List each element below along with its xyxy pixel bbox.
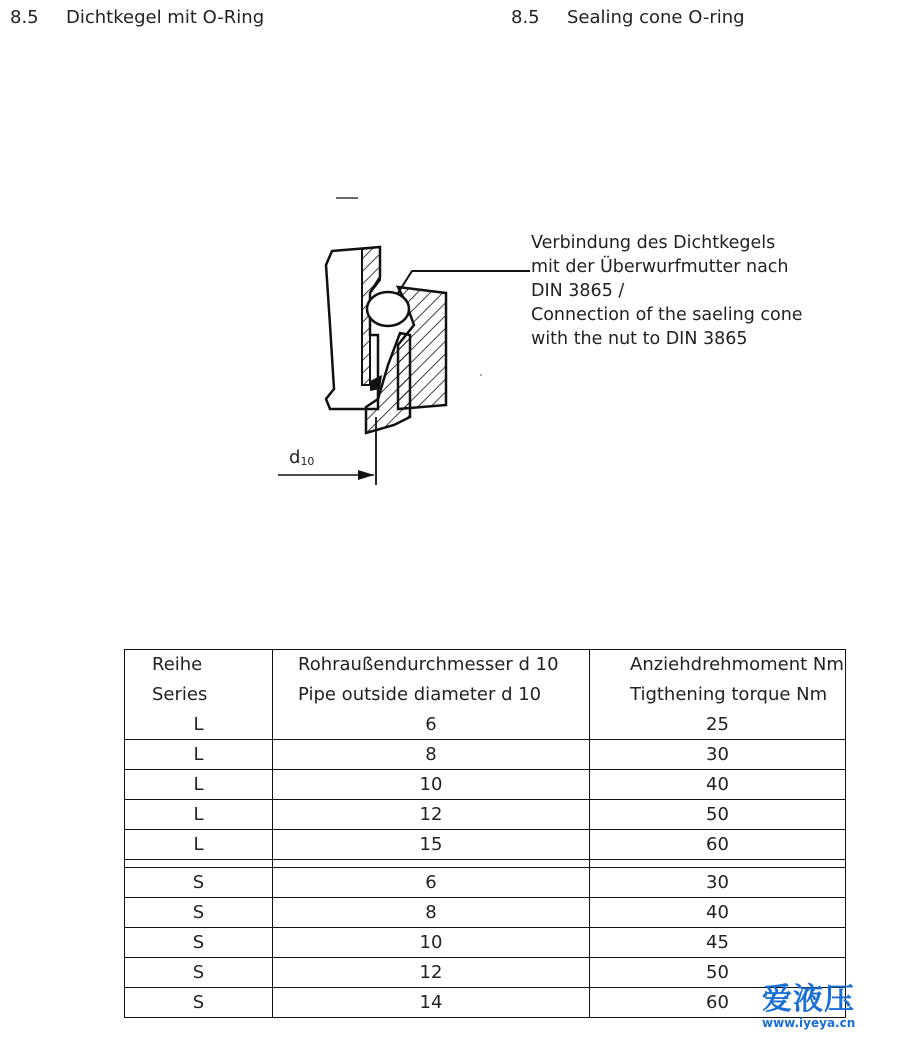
- cell-diameter: 10: [273, 770, 590, 800]
- cell-series: L: [125, 710, 273, 740]
- cell-diameter: 12: [273, 958, 590, 988]
- cell-torque: 30: [590, 740, 846, 770]
- cell-series: L: [125, 740, 273, 770]
- table-row: [125, 988, 846, 1018]
- cell-diameter: 8: [273, 898, 590, 928]
- table-row: [125, 868, 846, 898]
- dimension-symbol: d: [289, 447, 301, 468]
- cell-series: S: [125, 898, 273, 928]
- caption-line: DIN 3865 /: [531, 281, 625, 301]
- figure-caption: [531, 231, 803, 351]
- section-title-de: Dichtkegel mit O-Ring: [66, 7, 265, 28]
- caption-line: Connection of the saeling cone: [531, 305, 803, 325]
- cell-torque: 50: [590, 800, 846, 830]
- dimension-arrow-icon: [358, 470, 374, 480]
- torque-table: [124, 649, 846, 1018]
- cell-torque: 30: [590, 868, 846, 898]
- cell-torque: 40: [590, 770, 846, 800]
- section-number: 8.5: [511, 7, 540, 28]
- table-header-row: [125, 650, 846, 711]
- caption-line: with the nut to DIN 3865: [531, 329, 748, 349]
- cell-series: S: [125, 958, 273, 988]
- caption-line: Verbindung des Dichtkegels: [531, 233, 776, 253]
- cell-diameter: 8: [273, 740, 590, 770]
- cell-series: L: [125, 770, 273, 800]
- section-heading-de: [10, 7, 264, 28]
- cell-series: S: [125, 988, 273, 1018]
- dimension-subscript: 10: [300, 455, 315, 468]
- cell-series: S: [125, 868, 273, 898]
- table-row: [125, 710, 846, 740]
- dimension-label: [289, 447, 314, 468]
- cell-torque: 40: [590, 898, 846, 928]
- section-heading-en: [511, 7, 745, 28]
- watermark-text: 爱液压: [762, 982, 855, 1017]
- cell-torque: 60: [590, 988, 846, 1018]
- table-row: [125, 928, 846, 958]
- table-row: [125, 898, 846, 928]
- cell-torque: 45: [590, 928, 846, 958]
- cell-series: S: [125, 928, 273, 958]
- table-row: [125, 770, 846, 800]
- stray-dot: [480, 374, 482, 376]
- table-row: [125, 800, 846, 830]
- table-row: [125, 740, 846, 770]
- section-number: 8.5: [10, 7, 39, 28]
- cell-series: L: [125, 800, 273, 830]
- cell-torque: 25: [590, 710, 846, 740]
- header-torque: Anziehdrehmoment Nm Tigthening torque Nm: [590, 650, 846, 711]
- o-ring: [367, 292, 409, 326]
- watermark-logo: [762, 984, 855, 1030]
- table-row: [125, 958, 846, 988]
- table-separator-row: [125, 860, 846, 868]
- cell-diameter: 14: [273, 988, 590, 1018]
- cell-diameter: 15: [273, 830, 590, 860]
- cell-torque: 60: [590, 830, 846, 860]
- cell-torque: 50: [590, 958, 846, 988]
- cell-diameter: 10: [273, 928, 590, 958]
- table-row: [125, 830, 846, 860]
- header-series: Reihe Series: [125, 650, 273, 711]
- section-title-en: Sealing cone O-ring: [567, 7, 745, 28]
- watermark-url: www.iyeya.cn: [762, 1016, 856, 1030]
- header-diameter: Rohraußendurchmesser d 10 Pipe outside diameter d 10: [273, 650, 590, 711]
- cell-diameter: 6: [273, 868, 590, 898]
- cell-diameter: 12: [273, 800, 590, 830]
- cell-series: L: [125, 830, 273, 860]
- cell-diameter: 6: [273, 710, 590, 740]
- caption-line: mit der Überwurfmutter nach: [531, 257, 789, 277]
